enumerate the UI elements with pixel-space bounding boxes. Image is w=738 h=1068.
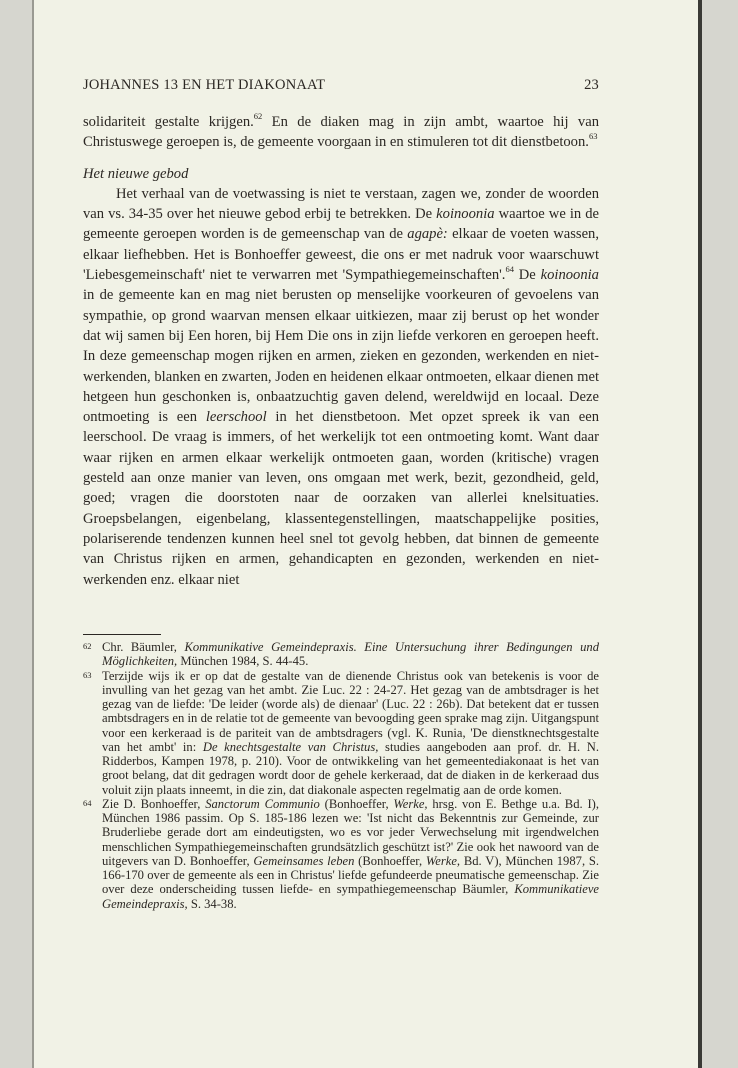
section-heading: Het nieuwe gebod (83, 165, 189, 182)
text-run: S. 34-38. (187, 896, 237, 911)
emphasis: koinoonia (540, 267, 599, 284)
text-run: (Bonhoeffer, (319, 796, 394, 811)
page-number: 23 (584, 77, 599, 93)
footnote-63 (83, 669, 599, 797)
footnote-62 (83, 640, 599, 669)
emphasis: Kommunikative Gemeindepraxis. Eine Untersuchung ihrer Bedingungen und Möglichkeiten, (102, 640, 599, 669)
emphasis: Sanctorum Communio (205, 796, 320, 811)
text-run: in de gemeente kan en mag niet berusten op menselijke voorkeuren of gevoelens van sympathie, op grond waarvan mensen elkaar uitkiezen, maar zij berust op het wonder dat wij samen bij Een horen, bij Hem Die ons in zijn liefde verkoren en geroepen heeft. In deze gemeenschap mogen rijken en armen, zieken en gezonden, werkenden en niet-werkenden, blanken en zwarten, Joden en heidenen elkaar ontmoeten, elkaar dienen met hetgeen hun geschonken is, onbaatzuchtig gaven delend, wereldwijd en locaal. Deze ontmoeting is een (83, 287, 599, 426)
footnote-ref-62[interactable]: 62 (253, 111, 263, 122)
emphasis: leerschool (205, 409, 267, 426)
footnote-number: 63 (83, 669, 92, 680)
body-text (83, 112, 599, 590)
emphasis: Gemeinsames leben (253, 853, 355, 868)
emphasis: De knechtsgestalte van Christus, (202, 739, 379, 754)
text-run: (Bonhoeffer, (354, 853, 426, 868)
emphasis: Werke, (425, 853, 461, 868)
text-run: München 1984, S. 44-45. (177, 654, 309, 669)
text-run: Terzijde wijs ik er op dat de gestalte van de dienende Christus ook van betekenis is voor de invulling van het gezag van het ambt. Zie Luc. 22 : 24-27. Het gezag van de ambtsdrager is het gezag van de liefde: 'De leider (worde als) de dienaar' (Luc. 22 : 26b). Dat betekent dat er tussen ambtsdragers en in de relatie tot de gemeente van bevoogding geen sprake mag zijn. Uitgangspunt voor een kerkeraad is de pariteit van de ambtsdragers (vgl. K. Runia, 'De dienstknechtsgestalte van het ambt' in: (102, 668, 599, 754)
footnote-separator (83, 634, 161, 635)
text-run: De (513, 267, 541, 284)
text-run: Het verhaal van de voetwassing is niet te verstaan, zagen we, zonder de woorden van vs. 34-35 over het nieuwe gebod erbij te betrekken. De (83, 185, 599, 223)
text-run: Chr. Bäumler, (102, 640, 185, 654)
text-run: Zie D. Bonhoeffer, (102, 796, 206, 811)
text-run: hrsg. von E. Bethge u.a. Bd. I), München 1986 passim. Op S. 185-186 lezen we: 'Ist nicht das Bekenntnis zur Gemeinde, zur Bruderliebe gerade dort am eindeutigsten, wo es vor jeder Verwechselung mit irgendwelchen menschlichen Sympathiegemeinschaften grundsätzlich geschützt ist?' Zie ook het nawoord van de uitgevers van D. Bonhoeffer, (102, 796, 599, 868)
text-run: Bd. V), München 1987, S. 166-170 over de gemeente als een in Christus' liefde gefundeerde pneumatische gemeenschap. Zie over deze onderscheiding tussen liefde- en sympathiegemeenschap Bäumler, (102, 853, 600, 897)
text-run: studies aangeboden aan prof. dr. H. N. Ridderbos, Kampen 1978, p. 210). Voor de ontwikkeling van het gemeentediakonaat is het van groot belang, dat dit gedragen wordt door de gehele kerkeraad, dat de diaken in de kerkeraad dus voluit zijn plaats inneemt, in die zin, dat diakonale aspecten regelmatig aan de orde komen. (102, 739, 599, 797)
footnote-ref-64[interactable]: 64 (505, 264, 514, 275)
text-run: solidariteit gestalte krijgen. (83, 114, 254, 130)
paragraph-continuation (83, 112, 599, 153)
running-head (83, 77, 599, 97)
running-head-title: JOHANNES 13 EN HET DIAKONAAT (83, 77, 326, 93)
emphasis: agapè: (407, 226, 448, 243)
text-run: in het dienstbetoon. Met opzet spreek ik van een leerschool. De vraag is immers, of het werkelijk tot een ontmoeting komt. Want daar waar rijken en armen elkaar werkelijk ontmoeten gaan, worden (kritische) vragen gesteld aan onze manier van leven, ons omgaan met werk, bezit, gezondheid, geld, goed; vragen die doorstoten naar de oorzaken van allerlei knelsituaties. Groepsbelangen, eigenbelang, klassentegenstellingen, maatschappelijke posities, polariserende tendenzen kunnen heel snel tot gevolg hebben, dat binnen de gemeente van Christus rijken en armen, gehandicapten en gezonden, werkenden en niet-werkenden enz. elkaar niet (83, 409, 599, 588)
page-right-edge (698, 0, 702, 1068)
text-run: waartoe we in de gemeente geroepen worden is de gemeenschap van de (83, 206, 600, 243)
text-run: En de diaken mag in zijn ambt, waartoe hij van Christuswege geroepen is, de gemeente voorgaan in en stimuleren tot dit dienstbetoon. (83, 114, 599, 151)
emphasis: Kommunikatieve Gemeindepraxis, (102, 882, 599, 911)
footnote-ref-63[interactable]: 63 (588, 131, 598, 142)
footnotes (83, 640, 599, 911)
footnote-number: 64 (83, 797, 92, 808)
footnote-number: 62 (83, 641, 92, 651)
emphasis: Werke, (393, 796, 428, 811)
footnote-64 (83, 797, 599, 911)
text-run: elkaar de voeten wassen, elkaar liefhebben. Het is Bonhoeffer geweest, die ons er met nadruk voor waarschuwt 'Liebesgemeinschaft' niet te verwarren met 'Sympathiegemeinschaften'. (83, 226, 599, 284)
emphasis: koinoonia (436, 206, 495, 223)
paragraph-new-commandment (83, 184, 599, 590)
